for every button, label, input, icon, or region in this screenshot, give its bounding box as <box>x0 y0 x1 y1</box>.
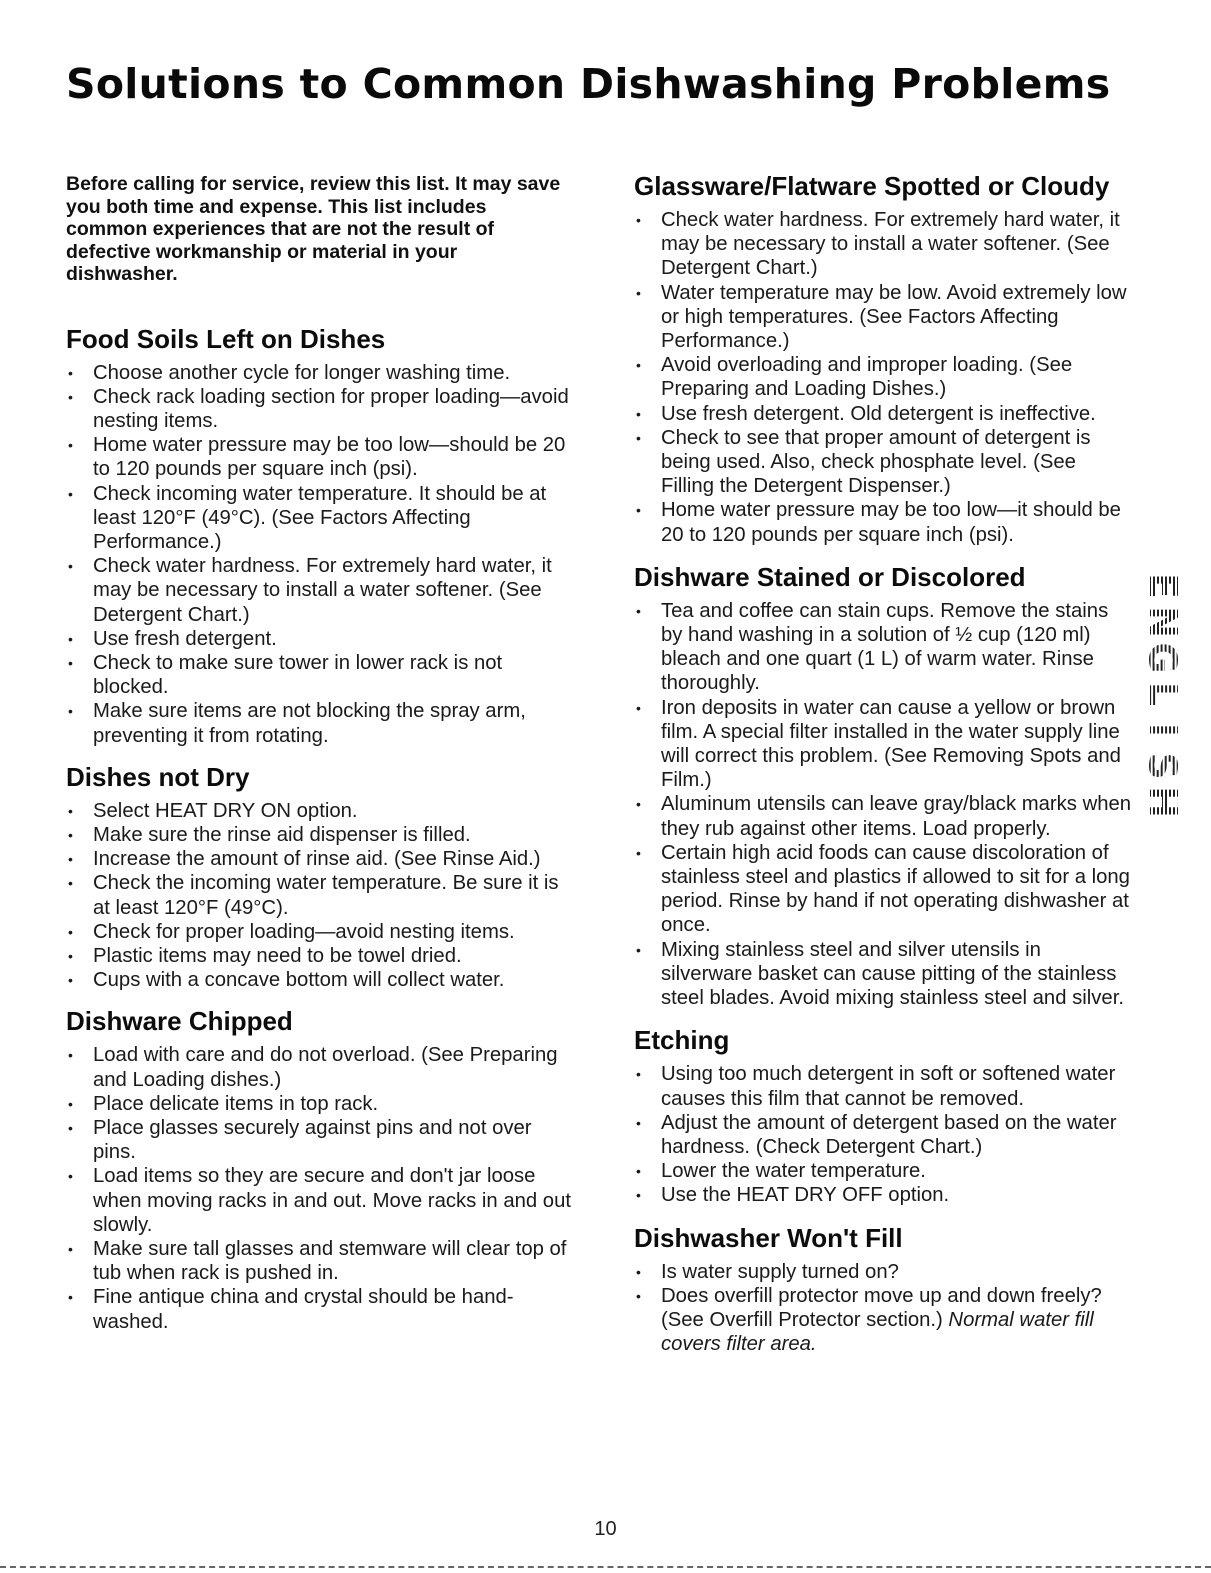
side-tab-letter: S <box>1141 752 1185 780</box>
list-item: • Check rack loading section for proper loading—avoid nesting items. <box>66 385 571 433</box>
section-heading-glassware-spotted: Glassware/Flatware Spotted or Cloudy <box>634 171 1110 201</box>
list-item: • Using too much detergent in soft or softened water causes this film that cannot be removed. <box>634 1062 1134 1110</box>
list-item: • Make sure tall glasses and stemware will clear top of tub when rack is pushed in. <box>66 1237 571 1285</box>
list-item: • Home water pressure may be too low—should be 20 to 120 pounds per square inch (psi). <box>66 433 571 481</box>
side-tab-letter: I <box>1140 722 1185 738</box>
section-heading-dishware-chipped: Dishware Chipped <box>66 1006 293 1037</box>
page-title: Solutions to Common Dishwashing Problems <box>66 60 1111 108</box>
list-item: • Avoid overloading and improper loading. (See Preparing and Loading Dishes.) <box>634 353 1134 401</box>
side-tab-letter: N <box>1141 606 1185 638</box>
list-item: • Use fresh detergent. Old detergent is ineffective. <box>634 402 1134 426</box>
list-item: • Home water pressure may be too low—it should be 20 to 120 pounds per square inch (psi). <box>634 498 1134 546</box>
list-item: • Fine antique china and crystal should be hand-washed. <box>66 1285 571 1333</box>
list-item: • Check incoming water temperature. It should be at least 120°F (49°C). (See Factors Affecting Performance.) <box>66 482 571 555</box>
section-heading-wont-fill: Dishwasher Won't Fill <box>634 1222 903 1253</box>
list-item: • Aluminum utensils can leave gray/black marks when they rub against other items. Load properly. <box>634 792 1134 840</box>
list-item-text: Does overfill protector move up and down freely? (See Overfill Protector section.) <box>661 1284 1102 1331</box>
list-item: • Check to see that proper amount of detergent is being used. Also, check phosphate level. (See Filling the Detergent Dispenser.) <box>634 426 1134 499</box>
left-column <box>66 173 571 1348</box>
italic-note: Normal water fill covers filter area. <box>661 1308 1094 1356</box>
list-item: • Load items so they are secure and don't jar loose when moving racks in and out. Move racks in and out slowly. <box>66 1164 571 1237</box>
etching-list <box>634 1062 1134 1207</box>
list-item: • Water temperature may be low. Avoid extremely low or high temperatures. (See Factors Affecting Performance.) <box>634 281 1134 354</box>
intro-text: Before calling for service, review this list. It may save you both time and expense. This list includes common experiences that are not the result of defective workmanship or material in your dishwasher. <box>66 173 561 285</box>
list-item: • Tea and coffee can stain cups. Remove the stains by hand washing in a solution of ½ cup (120 ml) bleach and one quart (1 L) of warm water. Rinse thoroughly. <box>634 599 1134 696</box>
language-side-tab <box>1140 568 1186 820</box>
list-item <box>634 1284 1134 1357</box>
list-item: • Load with care and do not overload. (See Preparing and Loading dishes.) <box>66 1043 571 1091</box>
list-item: • Check for proper loading—avoid nesting items. <box>66 920 571 944</box>
list-item: • Choose another cycle for longer washing time. <box>66 361 571 385</box>
list-item: • Increase the amount of rinse aid. (See Rinse Aid.) <box>66 847 571 871</box>
list-item: • Cups with a concave bottom will collect water. <box>66 968 571 992</box>
bottom-divider <box>0 1566 1211 1568</box>
list-item: • Check to make sure tower in lower rack is not blocked. <box>66 651 571 699</box>
section-heading-food-soils: Food Soils Left on Dishes <box>66 323 386 354</box>
list-item: • Make sure the rinse aid dispenser is filled. <box>66 823 571 847</box>
list-item: • Plastic items may need to be towel dried. <box>66 944 571 968</box>
side-tab-letter: L <box>1141 681 1185 707</box>
right-column <box>634 170 1134 1370</box>
dishware-chipped-list <box>66 1043 571 1333</box>
wont-fill-list <box>634 1260 1134 1357</box>
section-heading-etching: Etching <box>634 1025 730 1056</box>
food-soils-list <box>66 361 571 748</box>
list-item: • Lower the water temperature. <box>634 1159 1134 1183</box>
dishes-not-dry-list <box>66 799 571 993</box>
list-item: • Make sure items are not blocking the spray arm, preventing it from rotating. <box>66 699 571 747</box>
section-heading-dishes-not-dry: Dishes not Dry <box>66 761 250 792</box>
list-item: • Certain high acid foods can cause discoloration of stainless steel and plastics if allowed to sit for a long period. Rinse by hand if not operating dishwasher at once. <box>634 841 1134 938</box>
list-item: • Use fresh detergent. <box>66 627 571 651</box>
glassware-spotted-list <box>634 208 1134 547</box>
list-item: • Adjust the amount of detergent based on the water hardness. (Check Detergent Chart.) <box>634 1111 1134 1159</box>
list-item: • Place glasses securely against pins and not over pins. <box>66 1116 571 1164</box>
side-tab-letter: H <box>1141 786 1185 818</box>
list-item: • Select HEAT DRY ON option. <box>66 799 571 823</box>
list-item: • Use the HEAT DRY OFF option. <box>634 1183 1134 1207</box>
list-item: • Iron deposits in water can cause a yellow or brown film. A special filter installed in the water supply line will correct this problem. (See Removing Spots and Film.) <box>634 696 1134 793</box>
page-number: 10 <box>594 1518 617 1540</box>
list-item: • Is water supply turned on? <box>634 1260 1134 1284</box>
list-item: • Mixing stainless steel and silver utensils in silverware basket can cause pitting of the stainless steel blades. Avoid mixing stainless steel and silver. <box>634 938 1134 1011</box>
section-heading-dishware-stained: Dishware Stained or Discolored <box>634 561 1026 592</box>
side-tab-letter: G <box>1140 642 1185 674</box>
dishware-stained-list <box>634 599 1134 1010</box>
list-item: • Check the incoming water temperature. Be sure it is at least 120°F (49°C). <box>66 871 571 919</box>
list-item: • Check water hardness. For extremely hard water, it may be necessary to install a water softener. (See Detergent Chart.) <box>634 208 1134 281</box>
list-item: • Check water hardness. For extremely hard water, it may be necessary to install a water softener. (See Detergent Chart.) <box>66 554 571 627</box>
side-tab-letter: E <box>1141 573 1185 599</box>
list-item: • Place delicate items in top rack. <box>66 1092 571 1116</box>
